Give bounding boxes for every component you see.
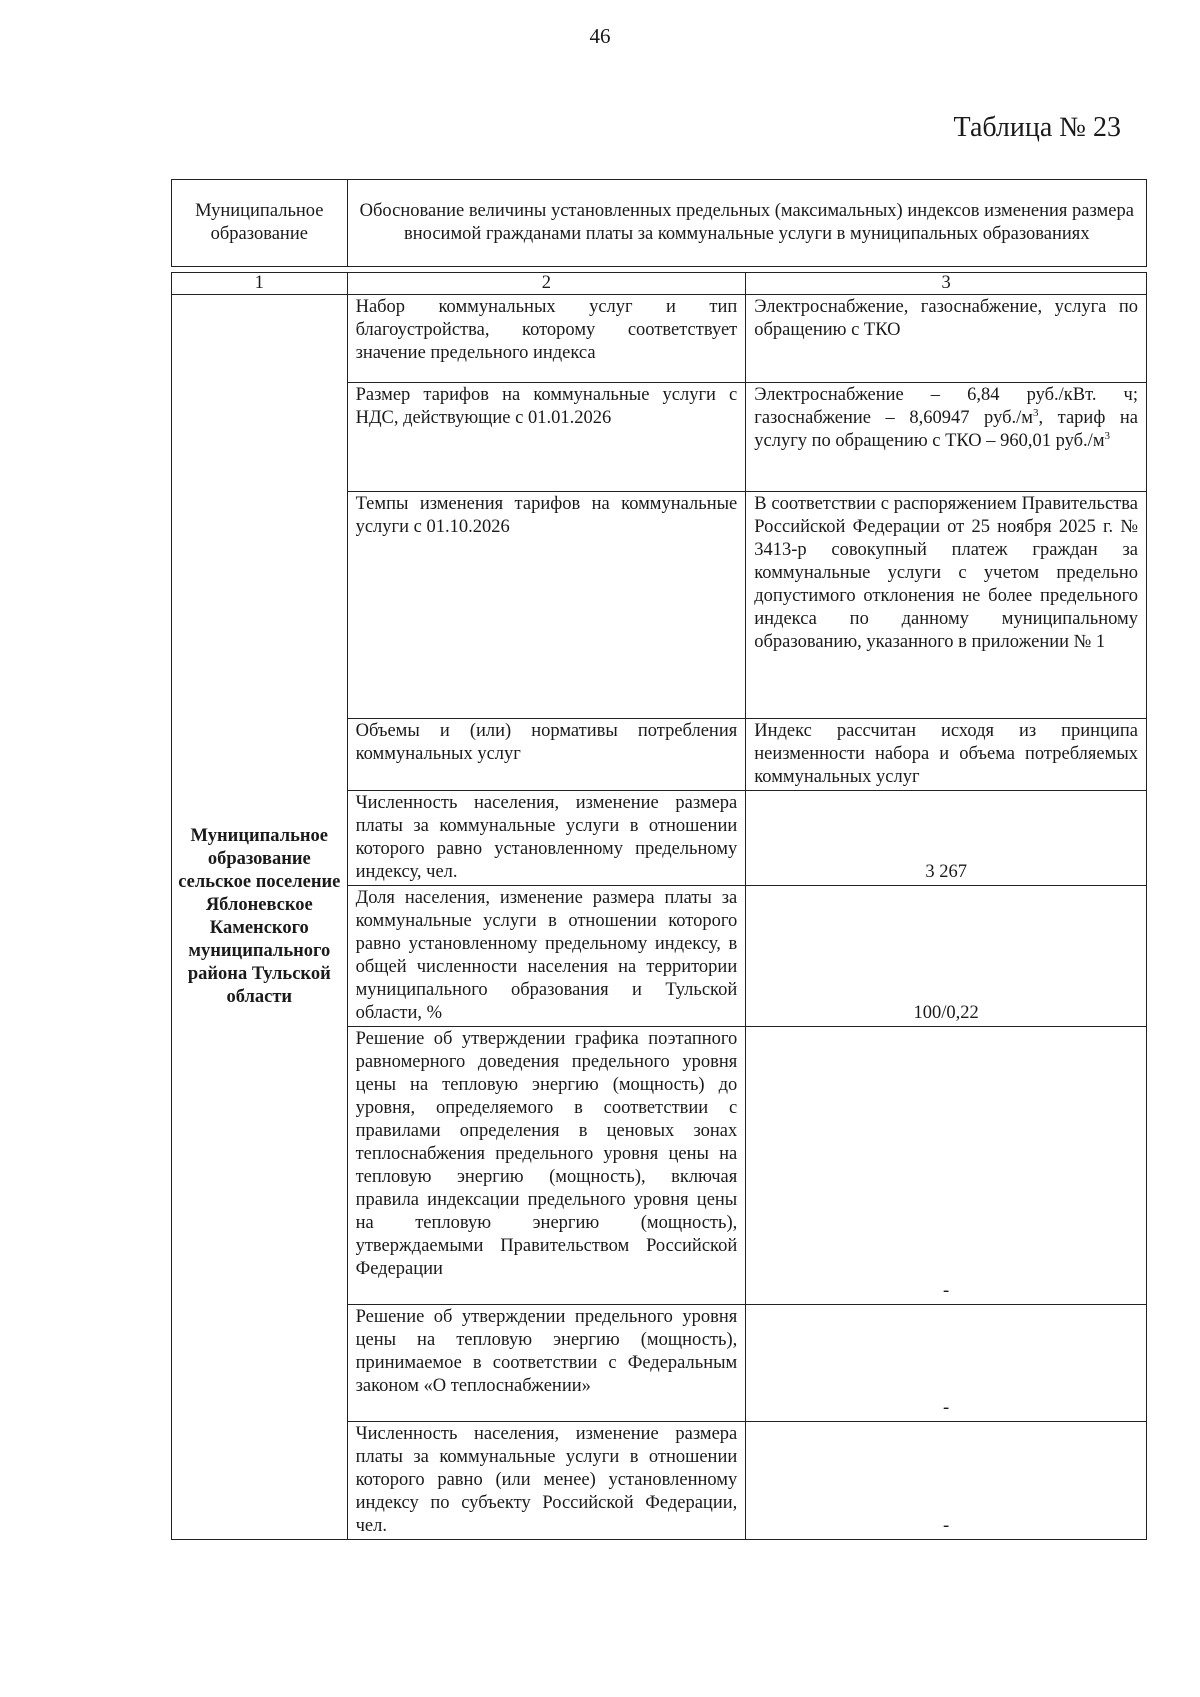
row-value: Индекс рассчитан исходя из принципа неизменности набора и объема потребляемых коммунальных услуг [746, 719, 1147, 791]
header-table [171, 179, 1147, 267]
header-row [172, 180, 1147, 267]
row-value: 3 267 [746, 791, 1147, 886]
superscript: 3 [1104, 429, 1111, 442]
row-value: Электроснабжение, газоснабжение, услуга по обращению с ТКО [746, 295, 1147, 383]
tariff-text: , тариф на услугу по обращению с ТКО – 960,01 руб./м [754, 408, 1138, 451]
row-value: 100/0,22 [746, 886, 1147, 1027]
row-value: - [746, 1422, 1147, 1540]
row-value: - [746, 1305, 1147, 1422]
column-index: 2 [347, 273, 746, 295]
row-label: Набор коммунальных услуг и тип благоустройства, которому соответствует значение предельного индекса [347, 295, 746, 383]
row-label: Численность населения, изменение размера платы за коммунальные услуги в отношении которого равно установленному предельному индексу, чел. [347, 791, 746, 886]
row-label: Численность населения, изменение размера платы за коммунальные услуги в отношении которого равно (или менее) установленному индексу по субъекту Российской Федерации, чел. [347, 1422, 746, 1540]
row-label: Объемы и (или) нормативы потребления коммунальных услуг [347, 719, 746, 791]
row-value [746, 383, 1147, 492]
column-index: 3 [746, 273, 1147, 295]
table-row [172, 295, 1147, 383]
column-index-row [172, 273, 1147, 295]
row-label: Решение об утверждении предельного уровня цены на тепловую энергию (мощность), принимаемое в соответствии с Федеральным законом «О теплоснабжении» [347, 1305, 746, 1422]
row-label: Темпы изменения тарифов на коммунальные услуги с 01.10.2026 [347, 492, 746, 719]
row-label: Размер тарифов на коммунальные услуги с НДС, действующие с 01.01.2026 [347, 383, 746, 492]
header-justification: Обоснование величины установленных предельных (максимальных) индексов изменения размера вносимой гражданами платы за коммунальные услуги в муниципальных образованиях [347, 180, 1146, 267]
municipality-cell: Муниципальное образование сельское поселение Яблоневское Каменского муниципального района Тульской области [172, 295, 348, 1540]
page-number: 46 [589, 24, 611, 48]
column-index: 1 [172, 273, 348, 295]
header-municipality: Муниципальное образование [172, 180, 348, 267]
row-value: - [746, 1027, 1147, 1305]
row-label: Доля населения, изменение размера платы за коммунальные услуги в отношении которого равно установленному предельному индексу, в общей численности населения на территории муниципального образования и Тульской области, % [347, 886, 746, 1027]
superscript: 3 [1032, 406, 1039, 419]
table-caption: Таблица № 23 [953, 112, 1121, 143]
row-value: В соответствии с распоряжением Правительства Российской Федерации от 25 ноября 2025 г. № 3413-р совокупный платеж граждан за коммунальные услуги с учетом предельно допустимого отклонения не более предельного индекса по данному муниципальному образованию, указанного в приложении № 1 [746, 492, 1147, 719]
row-label: Решение об утверждении графика поэтапного равномерного доведения предельного уровня цены на тепловую энергию (мощность) до уровня, определяемого в соответствии с правилами определения в ценовых зонах теплоснабжения предельного уровня цены на тепловую энергию (мощность), включая правила индексации предельного уровня цены на тепловую энергию (мощность), утверждаемыми Правительством Российской Федерации [347, 1027, 746, 1305]
data-table [171, 272, 1147, 1540]
tariff-text: Электроснабжение – 6,84 руб./кВт. ч; газоснабжение – 8,60947 руб./м [754, 385, 1138, 428]
